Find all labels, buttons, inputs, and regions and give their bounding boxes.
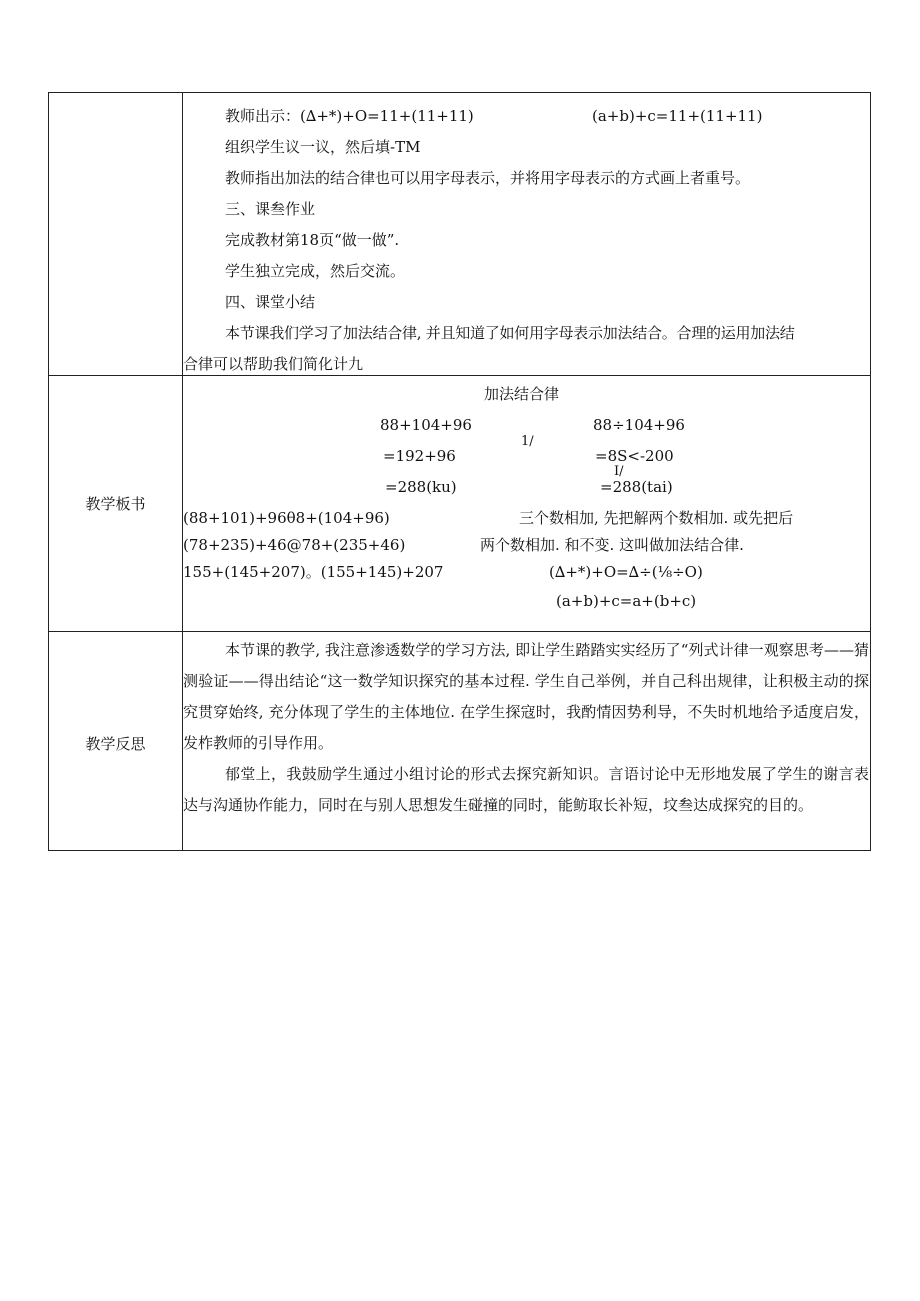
homework-line: 完成教材第18页“做一做”. [225,231,400,249]
example-3: 155+(145+207)。(155+145)+207 [183,563,444,581]
left-expr-3: =288(ku) [385,478,457,496]
letter-formula-line: (a+b)+c=11+(11+11) [592,107,763,125]
reflection-cell [183,635,869,821]
example-1: (88+101)+96θ8+(104+96) [183,509,390,527]
teacher-shows-line: 教师出示：(∆+*)+O=11+(11+11) [225,107,474,125]
row-divider-2 [49,631,870,632]
section-summary-heading: 四、课堂小结 [225,293,316,311]
reflection-paragraph-1: 本节课的教学, 我注意渗透数学的学习方法, 即让学生踏踏实实经历了“列式计律一观察思考——猜测验证——得出结论“这一数学知识探究的基本过程. 学生自己举例，并自己科出规律，让积极主动的探究贯穿始终, 充分体现了学生的主体地位. 在学生探寇时，我酌情因势利导，不失时机地给予适度启发，发柞教师的引导作用。 [183,641,869,752]
right-expr-1: 88÷104+96 [593,416,685,434]
check-mark-2: I/ [614,464,624,479]
reflection-label: 教学反思 [85,735,146,753]
summary-line-2: 合律可以帮助我们简化计九 [183,355,364,373]
left-expr-2: =192+96 [383,447,456,465]
summary-line-1: 本节课我们学习了加法结合律, 并且知道了如何用字母表示加法结合。合理的运用加法结 [225,324,795,342]
teacher-explains-line: 教师指出加法的结合律也可以用字母表示，并将用字母表示的方式画上者重号。 [225,169,751,187]
symbol-formula: (∆+*)+O=∆÷(⅛÷O) [549,563,703,581]
left-expr-1: 88+104+96 [380,416,472,434]
right-expr-3: =288(tai) [600,478,673,496]
letter-formula: (a+b)+c=a+(b+c) [556,592,697,610]
student-exchange-line: 学生独立完成，然后交流。 [225,262,406,280]
reflection-paragraph-2: 郁堂上，我鼓励学生通过小组讨论的形式去探究新知识。言语讨论中无形地发展了学生的谢言表达与沟通协作能力，同时在与别人思想发生碰撞的同时，能鲂取长补短，坟叁达成探究的目的。 [183,765,869,814]
rule-line-1: 三个数相加, 先把解两个数相加. 或先把后 [519,509,794,527]
row-divider-1 [49,375,870,376]
check-mark-1: 1/ [521,434,534,449]
rule-line-2: 两个数相加. 和不变. 这叫做加法结合律. [480,536,744,554]
discussion-line: 组织学生议一议，然后填-TM [225,138,421,156]
lesson-plan-table [48,92,871,851]
example-2: (78+235)+46@78+(235+46) [183,536,406,554]
board-label: 教学板书 [85,495,146,513]
board-title: 加法结合律 [484,385,560,403]
right-expr-2: =8S<-200 [595,447,674,465]
section-homework-heading: 三、课叁作业 [225,200,316,218]
